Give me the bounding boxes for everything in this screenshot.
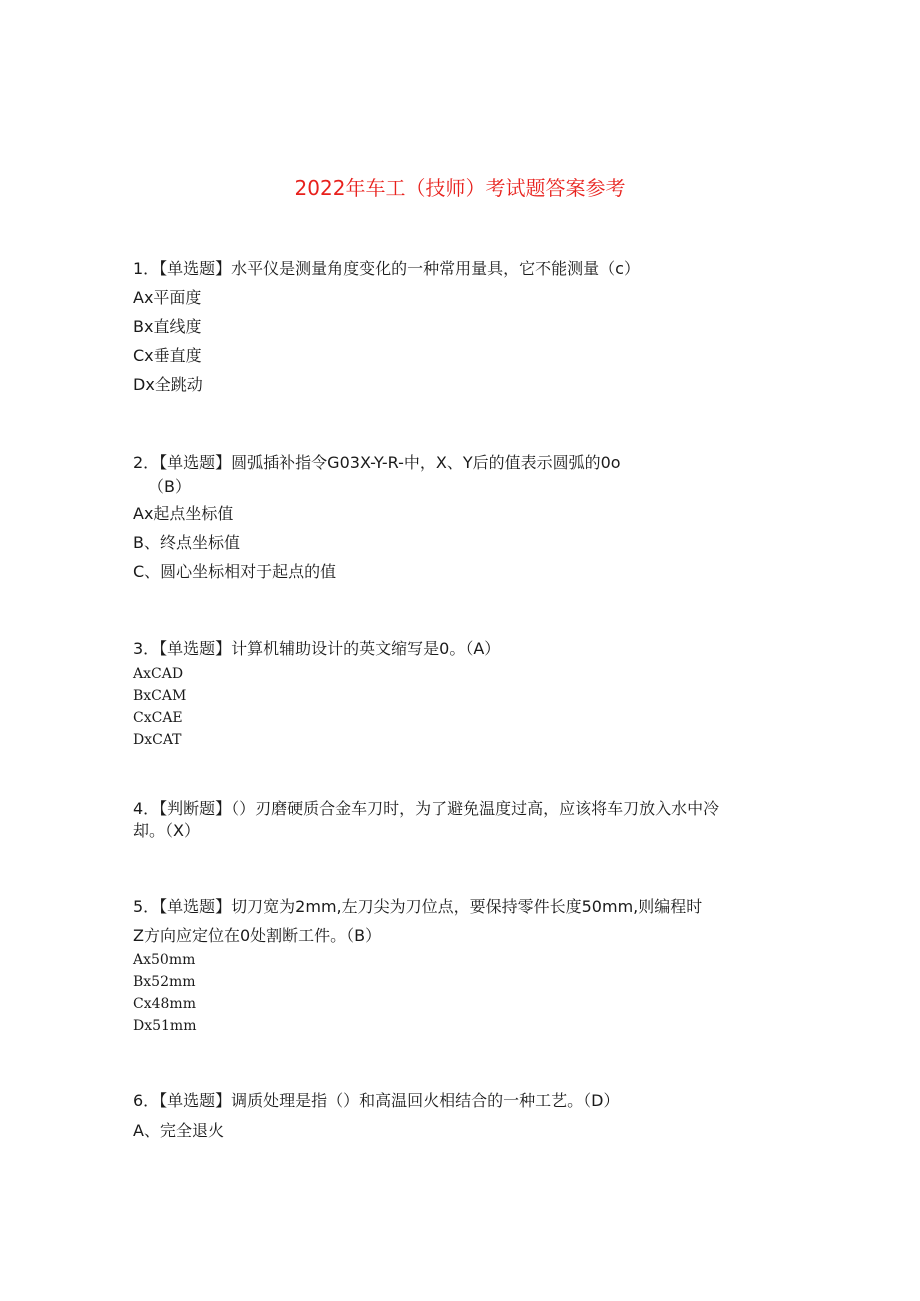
question-5-option-c: Cx48mm bbox=[133, 996, 196, 1012]
question-5-stem: 5．【单选题】切刀宽为2mm,左刀尖为刀位点，要保持零件长度50mm,则编程时 bbox=[133, 897, 703, 916]
question-1-option-b: Bx直线度 bbox=[133, 317, 202, 336]
question-1-option-a: Ax平面度 bbox=[133, 288, 202, 307]
question-6-stem: 6．【单选题】调质处理是指（）和高温回火相结合的一种工艺。（D） bbox=[133, 1091, 620, 1110]
question-3-stem: 3．【单选题】计算机辅助设计的英文缩写是0。（A） bbox=[133, 639, 501, 658]
question-3-option-b: BxCAM bbox=[133, 688, 187, 704]
question-2-option-c: C、圆心坐标相对于起点的值 bbox=[133, 562, 337, 581]
document-title: 2022年车工（技师）考试题答案参考 bbox=[294, 176, 626, 200]
question-1-option-c: Cx垂直度 bbox=[133, 346, 202, 365]
question-6-option-a: A、完全退火 bbox=[133, 1121, 224, 1140]
question-5-stem-continued: Z方向应定位在0处割断工件。（B） bbox=[133, 926, 382, 945]
question-2-option-b: B、终点坐标值 bbox=[133, 533, 240, 552]
question-5-option-b: Bx52mm bbox=[133, 974, 196, 990]
question-4-stem: 4．【判断题】（）刃磨硬质合金车刀时，为了避免温度过高，应该将车刀放入水中冷 bbox=[133, 799, 720, 818]
question-1-option-d: Dx全跳动 bbox=[133, 375, 203, 394]
question-4-stem-continued: 却。（X） bbox=[133, 821, 200, 840]
question-2-answer: （B） bbox=[148, 477, 191, 496]
question-2-option-a: Ax起点坐标值 bbox=[133, 504, 234, 523]
question-5-option-a: Ax50mm bbox=[133, 952, 196, 968]
question-3-option-d: DxCAT bbox=[133, 732, 182, 748]
question-5-option-d: Dx51mm bbox=[133, 1018, 197, 1034]
question-1-stem: 1．【单选题】水平仪是测量角度变化的一种常用量具，它不能测量（c） bbox=[133, 259, 640, 278]
question-3-option-a: AxCAD bbox=[133, 666, 184, 682]
question-2-stem: 2．【单选题】圆弧插补指令G03X-Y-R-中，X、Y后的值表示圆弧的0o bbox=[133, 453, 621, 472]
question-3-option-c: CxCAE bbox=[133, 710, 183, 726]
